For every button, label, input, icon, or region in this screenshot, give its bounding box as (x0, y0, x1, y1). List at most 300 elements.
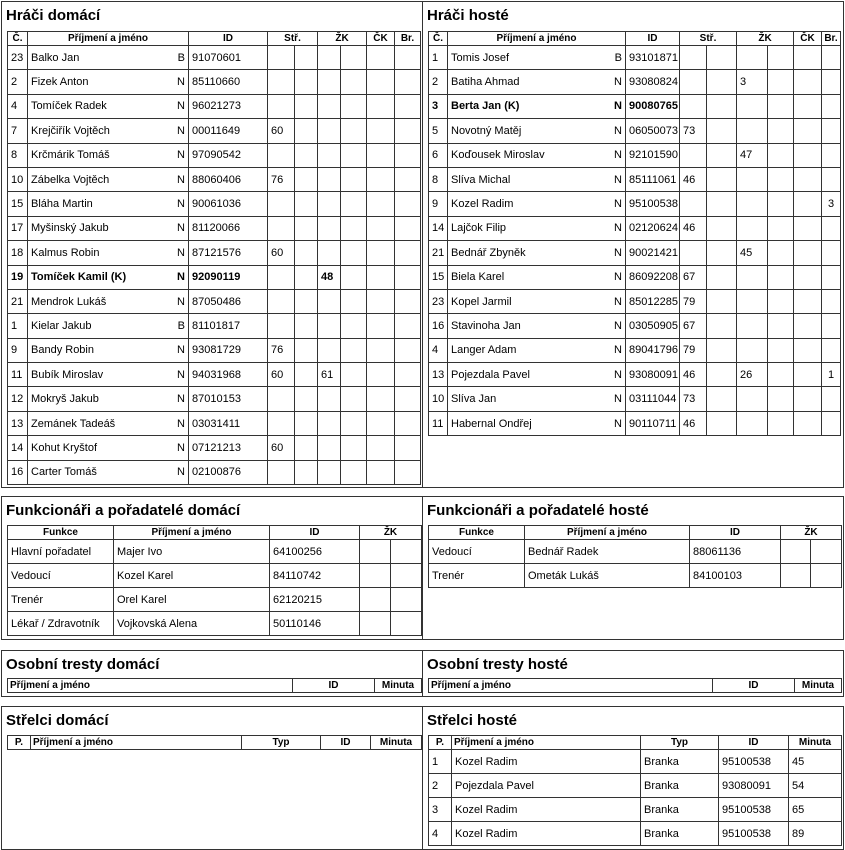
player-name-cell (448, 119, 626, 143)
player-name-cell (28, 46, 189, 70)
official-yellow-card-mark (391, 588, 422, 612)
player-id: 92090119 (189, 265, 268, 289)
official-function: Trenér (429, 564, 525, 588)
player-yellow-card-mark (768, 192, 794, 216)
away-officials-table (428, 525, 842, 588)
home-officials-title: Funkcionáři a pořadatelé domácí (6, 502, 241, 519)
player-red-card (794, 46, 822, 70)
player-name: Mendrok Lukáš (31, 295, 107, 308)
col-function: Funkce (429, 526, 525, 540)
away-penalties-title: Osobní tresty hosté (427, 656, 568, 673)
player-yellow-card-mark (341, 289, 367, 313)
player-id: 93101871 (626, 46, 680, 70)
player-row (429, 387, 841, 411)
player-substitution-mark (707, 167, 737, 191)
player-substitution-mark (295, 46, 318, 70)
player-goals (395, 94, 421, 118)
player-yellow-card-minute (737, 167, 768, 191)
player-id: 90061036 (189, 192, 268, 216)
player-name: Fizek Anton (31, 76, 89, 89)
official-id: 84100103 (690, 564, 781, 588)
player-row (8, 314, 421, 338)
player-name: Kohut Kryštof (31, 441, 98, 454)
player-row (429, 192, 841, 216)
official-name: Orel Karel (114, 588, 270, 612)
player-goals (822, 119, 841, 143)
player-yellow-card-mark (768, 363, 794, 387)
player-yellow-card-minute: 3 (737, 70, 768, 94)
player-substitution-mark (295, 265, 318, 289)
player-id: 93080091 (626, 363, 680, 387)
player-yellow-card-minute (318, 216, 341, 240)
player-row (429, 363, 841, 387)
player-yellow-card-minute (318, 411, 341, 435)
player-red-card (367, 119, 395, 143)
player-red-card (794, 94, 822, 118)
home-scorers-title: Střelci domácí (6, 712, 109, 729)
player-substitution-mark (295, 143, 318, 167)
player-row (8, 363, 421, 387)
player-row (429, 119, 841, 143)
official-id: 62120215 (270, 588, 360, 612)
player-substitution-minute: 46 (680, 363, 707, 387)
player-id: 90021421 (626, 241, 680, 265)
player-id: 91070601 (189, 46, 268, 70)
player-goals (395, 338, 421, 362)
player-goals (822, 167, 841, 191)
col-goals: Br. (822, 32, 841, 46)
player-name-cell (448, 387, 626, 411)
player-id: 86092208 (626, 265, 680, 289)
player-yellow-card-minute (737, 192, 768, 216)
player-red-card (794, 265, 822, 289)
player-goals (395, 460, 421, 484)
player-red-card (794, 143, 822, 167)
player-number: 9 (429, 192, 448, 216)
player-name-cell (28, 460, 189, 484)
player-substitution-minute (268, 192, 295, 216)
away-penalties-panel (422, 650, 844, 697)
scorer-name: Pojezdala Pavel (452, 774, 641, 798)
col-id: ID (189, 32, 268, 46)
player-number: 11 (8, 363, 28, 387)
player-substitution-minute: 67 (680, 265, 707, 289)
player-name-cell (28, 265, 189, 289)
scorer-name: Kozel Radim (452, 798, 641, 822)
player-goals (822, 338, 841, 362)
player-row (8, 70, 421, 94)
player-name-cell (448, 338, 626, 362)
player-number: 8 (8, 143, 28, 167)
player-number: 2 (8, 70, 28, 94)
player-name-cell (448, 265, 626, 289)
player-yellow-card-minute (318, 241, 341, 265)
scorer-order: 2 (429, 774, 452, 798)
player-yellow-card-minute (318, 192, 341, 216)
col-type: Typ (242, 736, 321, 750)
player-number: 21 (8, 289, 28, 313)
scorer-type: Branka (641, 798, 719, 822)
player-number: 10 (429, 387, 448, 411)
player-name: Langer Adam (451, 344, 517, 357)
player-id: 87010153 (189, 387, 268, 411)
official-row (8, 540, 422, 564)
player-yellow-card-minute (318, 460, 341, 484)
scorer-order: 1 (429, 750, 452, 774)
player-red-card (794, 70, 822, 94)
player-goals (822, 46, 841, 70)
player-id: 94031968 (189, 363, 268, 387)
player-substitution-minute: 60 (268, 363, 295, 387)
player-yellow-card-mark (341, 387, 367, 411)
player-yellow-card-mark (341, 338, 367, 362)
player-goals: 3 (822, 192, 841, 216)
player-name: Carter Tomáš (31, 466, 97, 479)
player-substitution-minute (680, 241, 707, 265)
player-substitution-mark (707, 314, 737, 338)
player-goals (822, 241, 841, 265)
player-red-card (367, 460, 395, 484)
player-yellow-card-mark (768, 70, 794, 94)
player-goals (395, 387, 421, 411)
player-substitution-minute: 79 (680, 338, 707, 362)
player-id: 93081729 (189, 338, 268, 362)
player-yellow-card-minute (737, 314, 768, 338)
player-row (8, 387, 421, 411)
official-function: Vedoucí (429, 540, 525, 564)
player-substitution-mark (707, 289, 737, 313)
player-substitution-mark (707, 143, 737, 167)
scorer-minute: 45 (789, 750, 842, 774)
player-number: 5 (429, 119, 448, 143)
official-name: Kozel Karel (114, 564, 270, 588)
official-row (429, 540, 842, 564)
col-minute: Minuta (789, 736, 842, 750)
player-goals (395, 167, 421, 191)
player-yellow-card-mark (341, 46, 367, 70)
player-goals (822, 411, 841, 435)
player-number: 2 (429, 70, 448, 94)
player-position: N (177, 173, 185, 186)
player-yellow-card-minute (737, 119, 768, 143)
player-number: 16 (8, 460, 28, 484)
player-substitution-mark (707, 46, 737, 70)
player-number: 15 (429, 265, 448, 289)
player-substitution-minute: 46 (680, 216, 707, 240)
official-yellow-card-mark (391, 540, 422, 564)
player-substitution-mark (295, 363, 318, 387)
player-name-cell (448, 363, 626, 387)
player-position: N (614, 295, 622, 308)
player-substitution-mark (707, 265, 737, 289)
player-name-cell (28, 241, 189, 265)
player-substitution-mark (295, 119, 318, 143)
player-yellow-card-minute (737, 46, 768, 70)
player-id: 00011649 (189, 119, 268, 143)
scorer-type: Branka (641, 750, 719, 774)
col-name: Příjmení a jméno (429, 679, 713, 693)
player-red-card (794, 216, 822, 240)
col-number: Č. (429, 32, 448, 46)
player-position: N (177, 100, 185, 113)
player-yellow-card-minute (318, 314, 341, 338)
player-position: N (177, 466, 185, 479)
player-goals (395, 143, 421, 167)
player-substitution-minute: 79 (680, 289, 707, 313)
player-red-card (794, 167, 822, 191)
player-id: 06050073 (626, 119, 680, 143)
player-name-cell (28, 338, 189, 362)
scorer-name: Kozel Radim (452, 822, 641, 846)
player-red-card (367, 46, 395, 70)
player-yellow-card-mark (341, 363, 367, 387)
col-id: ID (293, 679, 375, 693)
player-yellow-card-mark (768, 411, 794, 435)
player-id: 87121576 (189, 241, 268, 265)
player-name-cell (448, 70, 626, 94)
official-id: 64100256 (270, 540, 360, 564)
player-number: 14 (8, 436, 28, 460)
player-name-cell (28, 387, 189, 411)
player-yellow-card-mark (768, 46, 794, 70)
player-position: N (177, 344, 185, 357)
player-yellow-card-mark (341, 70, 367, 94)
player-row (429, 216, 841, 240)
player-name-cell (448, 216, 626, 240)
player-yellow-card-mark (341, 119, 367, 143)
player-name: Myšinský Jakub (31, 222, 109, 235)
player-position: N (614, 198, 622, 211)
player-red-card (794, 411, 822, 435)
official-id: 50110146 (270, 612, 360, 636)
player-row (8, 241, 421, 265)
player-name-cell (28, 289, 189, 313)
player-substitution-mark (295, 192, 318, 216)
official-yellow-card-mark (391, 564, 422, 588)
player-position: N (614, 173, 622, 186)
home-players-table (7, 31, 421, 485)
player-name: Kozel Radim (451, 198, 514, 211)
player-row (429, 289, 841, 313)
col-name: Příjmení a jméno (8, 679, 293, 693)
player-substitution-mark (707, 411, 737, 435)
player-red-card (367, 338, 395, 362)
col-order: P. (429, 736, 452, 750)
player-name: Zemánek Tadeáš (31, 417, 116, 430)
player-row (8, 289, 421, 313)
player-id: 03050905 (626, 314, 680, 338)
player-name: Krčmárik Tomáš (31, 149, 110, 162)
player-name-cell (448, 167, 626, 191)
player-yellow-card-minute (737, 289, 768, 313)
player-substitution-minute (680, 192, 707, 216)
player-substitution-minute (268, 387, 295, 411)
official-id: 84110742 (270, 564, 360, 588)
player-name-cell (28, 192, 189, 216)
player-substitution-mark (295, 314, 318, 338)
col-minute: Minuta (371, 736, 422, 750)
player-row (8, 143, 421, 167)
player-substitution-minute: 60 (268, 241, 295, 265)
player-substitution-minute (268, 70, 295, 94)
player-substitution-minute: 46 (680, 411, 707, 435)
official-row (429, 564, 842, 588)
player-name: Novotný Matěj (451, 124, 522, 137)
player-name: Kopel Jarmil (451, 295, 512, 308)
player-name-cell (28, 411, 189, 435)
player-red-card (367, 314, 395, 338)
player-yellow-card-minute (318, 70, 341, 94)
player-substitution-mark (707, 387, 737, 411)
player-yellow-card-mark (768, 387, 794, 411)
player-row (8, 192, 421, 216)
player-position: N (614, 124, 622, 137)
player-name-cell (448, 143, 626, 167)
player-red-card (794, 289, 822, 313)
player-substitution-minute: 60 (268, 436, 295, 460)
player-yellow-card-mark (768, 265, 794, 289)
col-minute: Minuta (795, 679, 842, 693)
col-goals: Br. (395, 32, 421, 46)
scorer-order: 4 (429, 822, 452, 846)
col-order: P. (8, 736, 31, 750)
player-name-cell (448, 192, 626, 216)
scorer-row (429, 798, 842, 822)
col-id: ID (270, 526, 360, 540)
player-id: 81120066 (189, 216, 268, 240)
col-name: Příjmení a jméno (448, 32, 626, 46)
player-number: 1 (8, 314, 28, 338)
player-row (8, 46, 421, 70)
player-number: 17 (8, 216, 28, 240)
player-number: 1 (429, 46, 448, 70)
player-name: Mokryš Jakub (31, 393, 99, 406)
player-red-card (794, 387, 822, 411)
player-name: Biela Karel (451, 271, 505, 284)
away-players-table (428, 31, 841, 436)
player-substitution-mark (295, 94, 318, 118)
official-name: Majer Ivo (114, 540, 270, 564)
player-red-card (367, 241, 395, 265)
col-red-card: ČK (367, 32, 395, 46)
col-red-card: ČK (794, 32, 822, 46)
col-minute: Minuta (375, 679, 422, 693)
player-position: N (614, 393, 622, 406)
player-number: 9 (8, 338, 28, 362)
player-goals (822, 143, 841, 167)
player-position: N (177, 76, 185, 89)
player-row (429, 70, 841, 94)
player-substitution-mark (707, 216, 737, 240)
player-yellow-card-mark (341, 265, 367, 289)
scorer-id: 95100538 (719, 798, 789, 822)
player-position: B (614, 51, 622, 64)
player-goals (395, 363, 421, 387)
official-yellow-card (781, 540, 811, 564)
player-red-card (367, 363, 395, 387)
player-yellow-card-mark (768, 241, 794, 265)
player-row (429, 265, 841, 289)
player-red-card (367, 192, 395, 216)
home-penalties-table (7, 678, 422, 693)
player-name-cell (28, 94, 189, 118)
player-substitution-minute (680, 46, 707, 70)
away-players-title: Hráči hosté (427, 7, 509, 24)
player-id: 03111044 (626, 387, 680, 411)
player-yellow-card-minute (737, 338, 768, 362)
col-name: Příjmení a jméno (114, 526, 270, 540)
player-name-cell (448, 411, 626, 435)
player-name-cell (448, 241, 626, 265)
player-substitution-minute (268, 411, 295, 435)
player-name-cell (448, 314, 626, 338)
player-row (429, 314, 841, 338)
player-name: Bandy Robin (31, 344, 94, 357)
player-name: Bubík Miroslav (31, 368, 104, 381)
player-name-cell (448, 46, 626, 70)
player-position: N (614, 271, 622, 284)
player-goals (395, 436, 421, 460)
official-yellow-card-mark (811, 540, 842, 564)
player-number: 14 (429, 216, 448, 240)
official-yellow-card (781, 564, 811, 588)
player-substitution-mark (707, 338, 737, 362)
player-goals (822, 216, 841, 240)
player-name: Habernal Ondřej (451, 417, 532, 430)
player-goals (822, 70, 841, 94)
player-name: Stavinoha Jan (451, 319, 521, 332)
official-function: Lékař / Zdravotník (8, 612, 114, 636)
player-goals (822, 265, 841, 289)
player-substitution-mark (295, 241, 318, 265)
player-name: Bláha Martin (31, 198, 93, 211)
player-goals (395, 216, 421, 240)
player-name: Zábelka Vojtěch (31, 173, 110, 186)
player-substitution-mark (707, 192, 737, 216)
player-name-cell (28, 363, 189, 387)
player-substitution-mark (707, 70, 737, 94)
player-id: 07121213 (189, 436, 268, 460)
player-name-cell (28, 70, 189, 94)
player-number: 3 (429, 94, 448, 118)
player-id: 92101590 (626, 143, 680, 167)
player-substitution-mark (295, 411, 318, 435)
player-position: N (177, 295, 185, 308)
player-name: Kielar Jakub (31, 319, 92, 332)
player-id: 97090542 (189, 143, 268, 167)
player-substitution-mark (707, 119, 737, 143)
player-substitution-minute: 67 (680, 314, 707, 338)
player-name: Slíva Michal (451, 173, 511, 186)
player-yellow-card-mark (768, 338, 794, 362)
player-red-card (367, 387, 395, 411)
player-id: 02100876 (189, 460, 268, 484)
official-function: Trenér (8, 588, 114, 612)
player-position: N (614, 417, 622, 430)
player-number: 4 (429, 338, 448, 362)
player-substitution-minute: 73 (680, 119, 707, 143)
player-red-card (794, 241, 822, 265)
player-goals (395, 289, 421, 313)
player-yellow-card-minute (318, 338, 341, 362)
player-goals (395, 265, 421, 289)
player-yellow-card-minute (318, 289, 341, 313)
player-name: Slíva Jan (451, 393, 497, 406)
player-name-cell (28, 436, 189, 460)
player-row (429, 411, 841, 435)
away-officials-panel (422, 496, 844, 640)
player-goals (395, 314, 421, 338)
